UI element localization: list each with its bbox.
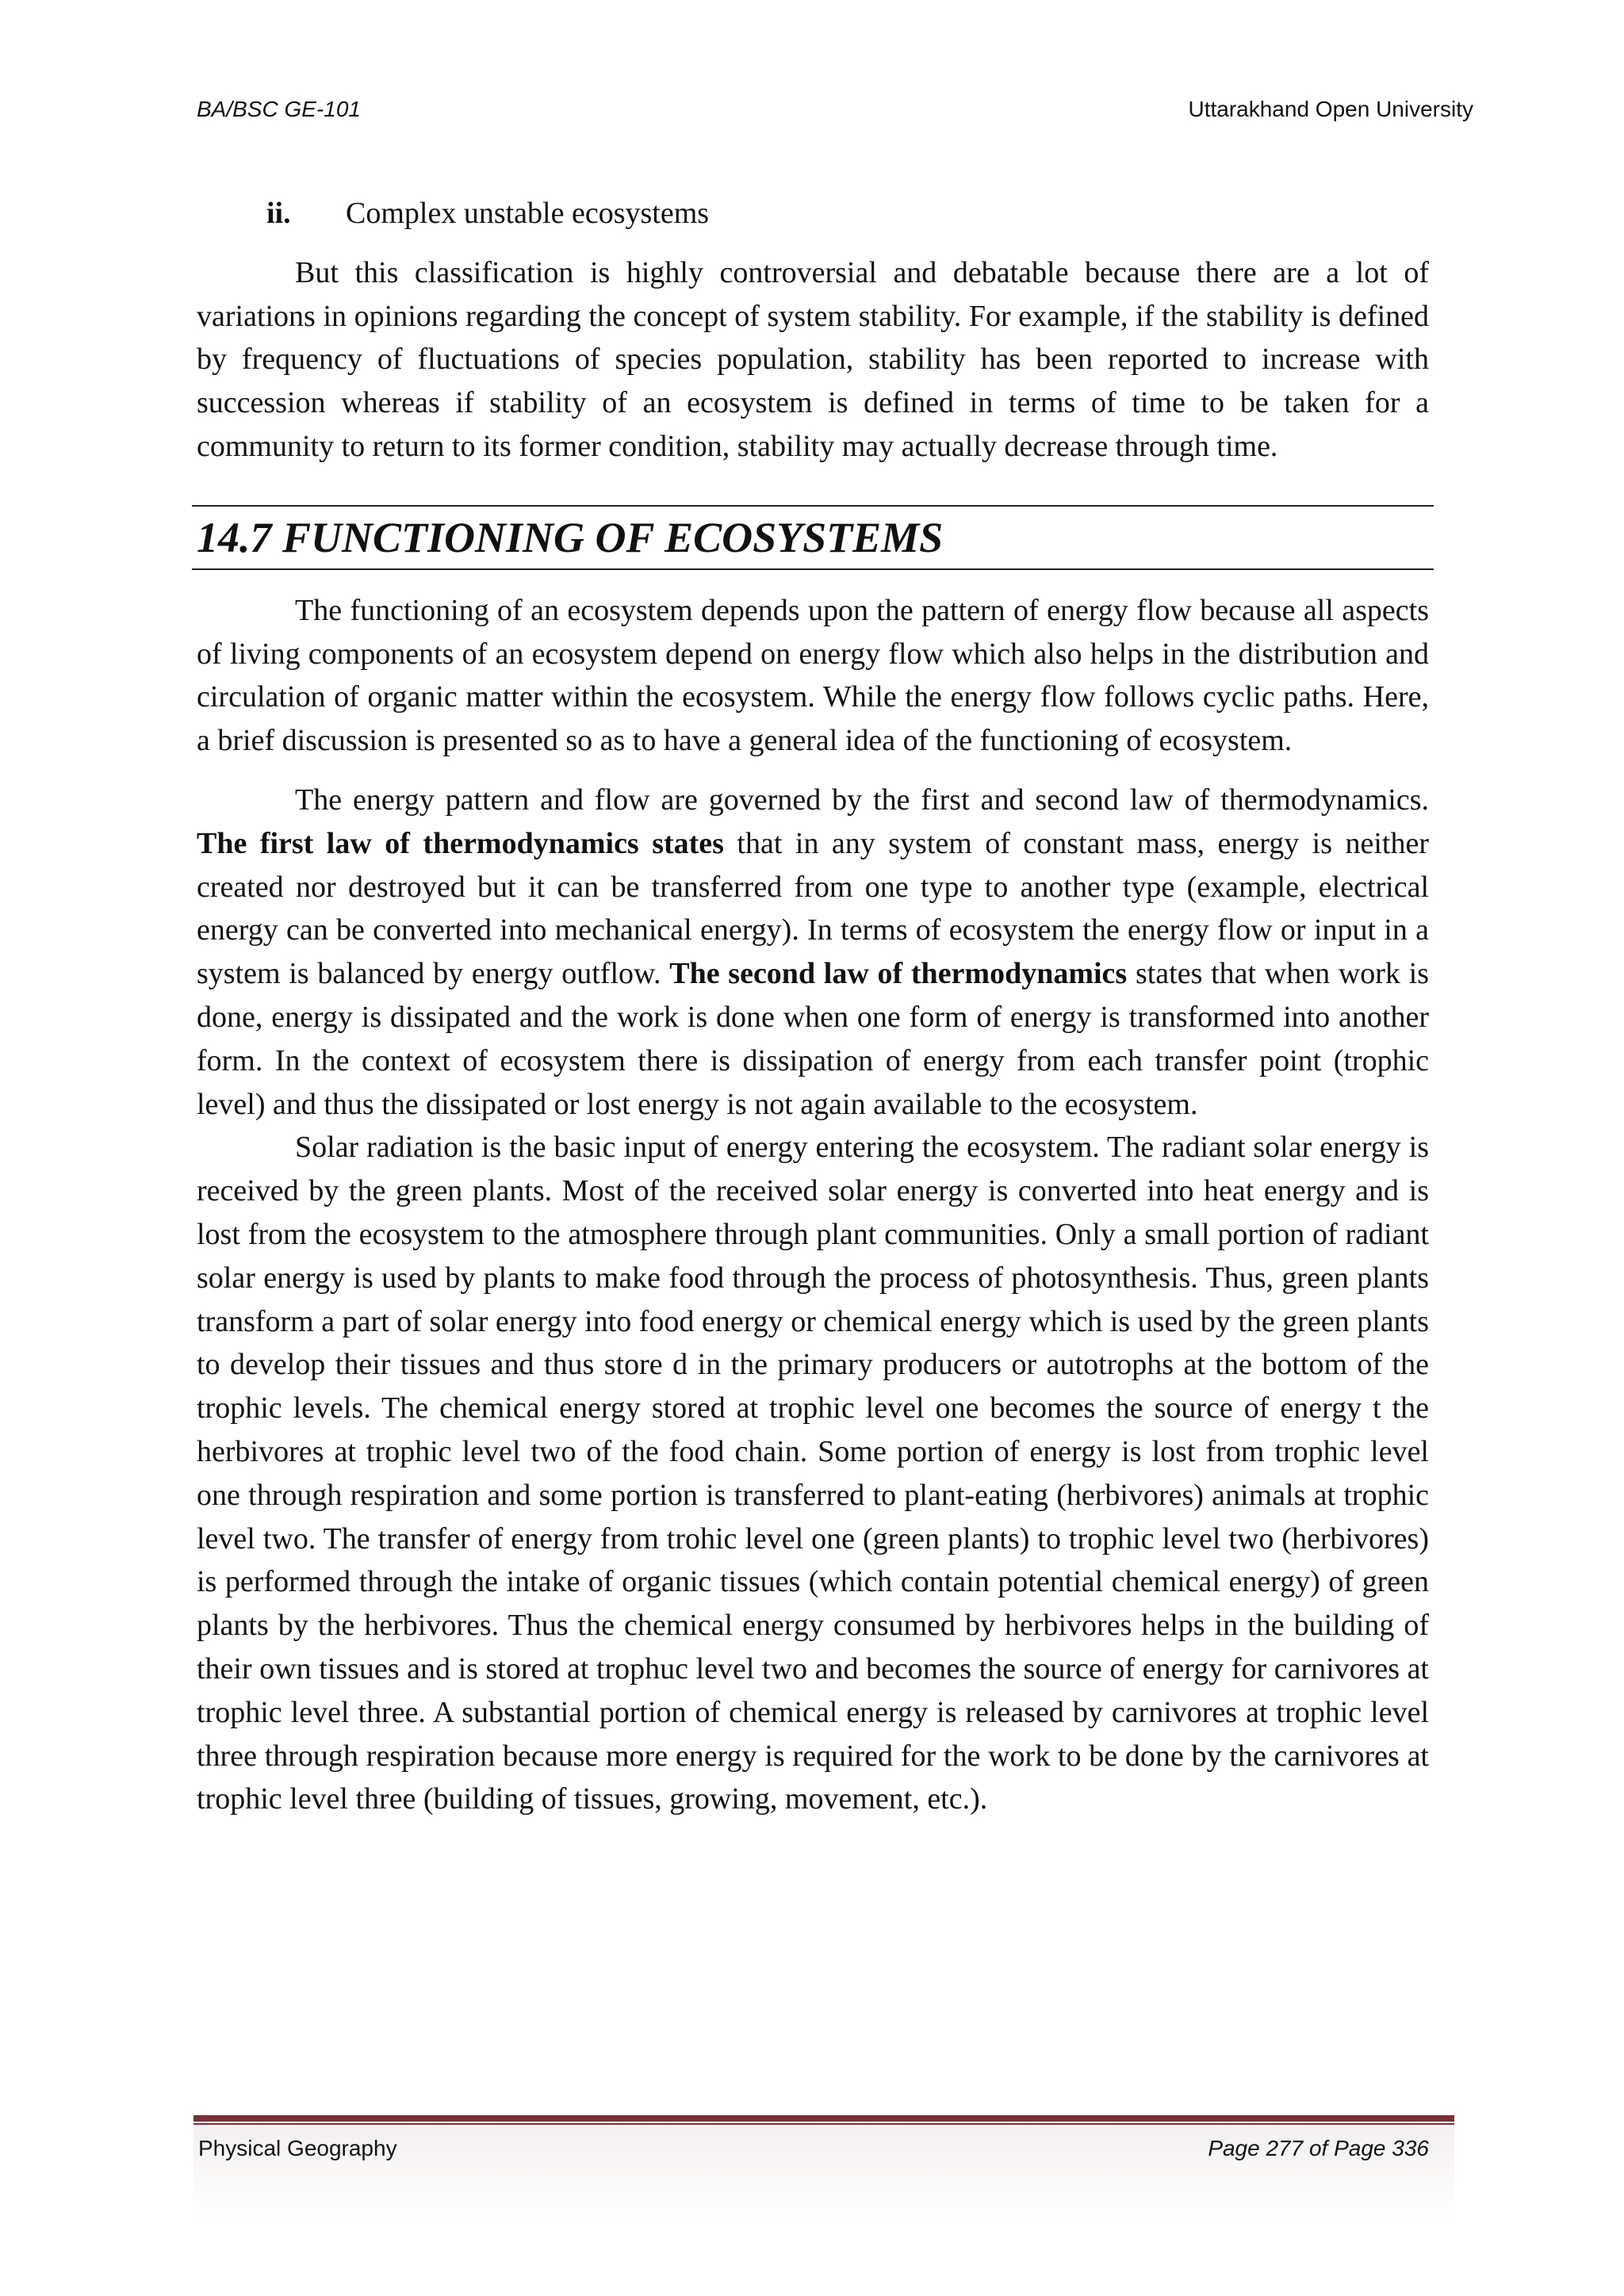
text-run: states that when work is done, energy is dissipated and the work is done when one form of energy is transformed into another form. In the context of ecosystem there is dissipation of energy from each transfer point (trophic level) and thus the dissipated or lost energy is not again available to the ecosystem. (197, 957, 1429, 1121)
paragraph-thermodynamics (197, 779, 1429, 1126)
university-name: Uttarakhand Open University (1188, 97, 1473, 121)
list-item (266, 192, 1429, 235)
list-item-text: Complex unstable ecosystems (346, 197, 710, 230)
text-run: that in any system of constant mass, energy is neither created nor destroyed but it can be transferred from one type to another type (example, electrical energy can be converted into mechanical energy). In terms of ecosystem the energy flow or input in a system is balanced by energy outflow. (197, 826, 1429, 991)
section-heading: 14.7 FUNCTIONING OF ECOSYSTEMS (197, 513, 944, 561)
text-run: The energy pattern and flow are governed by the first and second law of thermodynamics. (295, 783, 1429, 817)
page-header (197, 97, 1473, 122)
footer-rule (193, 2115, 1454, 2122)
section-heading-block (192, 505, 1434, 570)
footer-subject: Physical Geography (198, 2136, 397, 2160)
list-item-number: ii. (266, 197, 291, 230)
paragraph-stability: But this classification is highly controversial and debatable because there are a lot of variations in opinions regarding the concept of system stability. For example, if the stability is defined by frequency of fluctuations of species population, stability has been reported to increase with succession whereas if stability of an ecosystem is defined in terms of time to be taken for a community to return to its former condition, stability may actually decrease through time. (197, 255, 1429, 463)
course-code: BA/BSC GE-101 (197, 97, 361, 121)
paragraph-solar-radiation: Solar radiation is the basic input of energy entering the ecosystem. The radiant solar energy is received by the green plants. Most of the received solar energy is converted into heat energy and is lost from the ecosystem to the atmosphere through plant communities. Only a small portion of radiant solar energy is used by plants to make food through the process of photosynthesis. Thus, green plants transform a part of solar energy into food energy or chemical energy which is used by the green plants to develop their tissues and thus store d in the primary producers or autotrophs at the bottom of the trophic levels. The chemical energy stored at trophic level one becomes the source of energy t the herbivores at trophic level two of the food chain. Some portion of energy is lost from trophic level one through respiration and some portion is transferred to plant-eating (herbivores) animals at trophic level two. The transfer of energy from trohic level one (green plants) to trophic level two (herbivores) is performed through the intake of organic tissues (which contain potential chemical energy) of green plants by the herbivores. Thus the chemical energy consumed by herbivores helps in the building of their own tissues and is stored at trophuc level two and becomes the source of energy for carnivores at trophic level three. A substantial portion of chemical energy is released by carnivores at trophic level three through respiration because more energy is required for the work to be done by the carnivores at trophic level three (building of tissues, growing, movement, etc.). (197, 1131, 1429, 1816)
page-footer (198, 2136, 1429, 2161)
page-number: Page 277 of Page 336 (1208, 2136, 1429, 2160)
bold-second-law: The second law of thermodynamics (669, 957, 1128, 991)
page-content (197, 192, 1429, 1821)
bold-first-law: The first law of thermodynamics states (197, 826, 724, 860)
paragraph-functioning: The functioning of an ecosystem depends upon the pattern of energy flow because all aspects of living components of an ecosystem depend on energy flow which also helps in the distribution and circulation of organic matter within the ecosystem. While the energy flow follows cyclic paths. Here, a brief discussion is presented so as to have a general idea of the functioning of ecosystem. (197, 593, 1429, 758)
